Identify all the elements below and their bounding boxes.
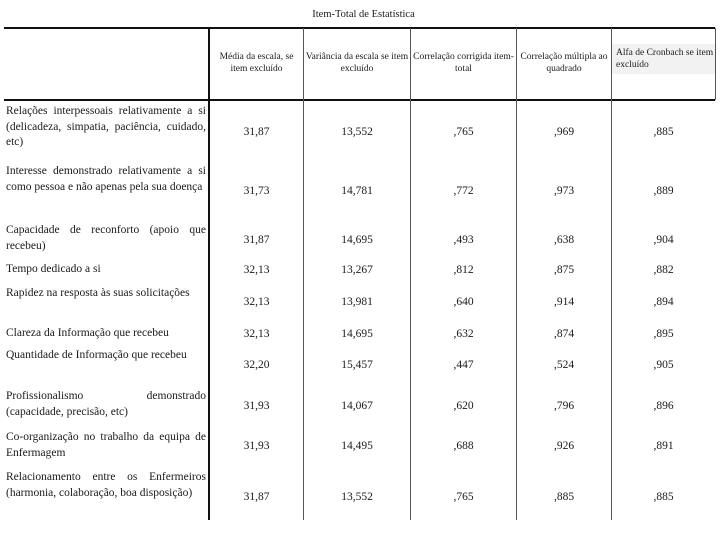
- cell-correlacao-multipla: ,885: [553, 491, 575, 503]
- row-label: Profissionalismo demonstrado (capacidade, precisão, etc): [6, 390, 206, 418]
- cell-variancia: 15,457: [341, 359, 373, 371]
- cell-media: 31,87: [243, 126, 270, 138]
- row-label: Relacionamento entre os Enfermeiros (harmonia, colaboração, boa disposição): [6, 471, 206, 499]
- cell-variancia: 14,495: [341, 440, 373, 452]
- cell-media: 31,93: [243, 440, 270, 452]
- cell-alfa: ,905: [653, 359, 674, 371]
- cell-media: 31,87: [243, 491, 270, 503]
- cell-correlacao-corrigida: ,620: [453, 400, 474, 412]
- cell-alfa: ,896: [653, 400, 674, 412]
- cell-media: 31,87: [243, 234, 270, 246]
- cell-correlacao-multipla: ,973: [553, 185, 575, 197]
- cell-variancia: 14,695: [341, 328, 373, 340]
- row-label: Rapidez na resposta às suas solicitações: [6, 287, 190, 299]
- cell-alfa: ,904: [653, 234, 674, 246]
- cell-correlacao-corrigida: ,447: [453, 359, 474, 371]
- cell-correlacao-corrigida: ,765: [453, 126, 474, 138]
- cell-alfa: ,894: [653, 296, 674, 308]
- cell-correlacao-corrigida: ,812: [453, 264, 474, 276]
- cell-variancia: 14,067: [341, 400, 373, 412]
- row-label: Relações interpessoais relativamente a si (delicadeza, simpatia, paciência, cuidado, etc): [6, 105, 206, 148]
- cell-media: 32,13: [243, 264, 270, 276]
- cell-alfa: ,891: [653, 440, 674, 452]
- cell-variancia: 14,781: [341, 185, 373, 197]
- cell-variancia: 13,267: [341, 264, 373, 276]
- cell-media: 31,93: [243, 400, 270, 412]
- row-label: Quantidade de Informação que recebeu: [6, 349, 187, 361]
- cell-correlacao-multipla: ,796: [553, 400, 575, 412]
- cell-alfa: ,885: [653, 126, 674, 138]
- cell-variancia: 13,552: [341, 491, 373, 503]
- cell-variancia: 13,552: [341, 126, 373, 138]
- cell-correlacao-corrigida: ,688: [453, 440, 474, 452]
- row-label: Clareza da Informação que recebeu: [6, 327, 169, 339]
- cell-correlacao-multipla: ,969: [553, 126, 575, 138]
- table-top-border: [4, 27, 715, 29]
- cell-correlacao-corrigida: ,640: [453, 296, 474, 308]
- row-label: Co-organização no trabalho da equipa de Enfermagem: [6, 431, 206, 459]
- header-bottom-border: [4, 99, 715, 101]
- cell-correlacao-multipla: ,926: [553, 440, 575, 452]
- column-divider: [715, 28, 716, 100]
- cell-alfa: ,885: [653, 491, 674, 503]
- cell-correlacao-corrigida: ,632: [453, 328, 474, 340]
- cell-media: 32,13: [243, 296, 270, 308]
- cell-correlacao-multipla: ,875: [553, 264, 575, 276]
- cell-correlacao-corrigida: ,765: [453, 491, 474, 503]
- cell-correlacao-corrigida: ,493: [453, 234, 474, 246]
- cell-correlacao-multipla: ,874: [553, 328, 575, 340]
- cell-media: 32,13: [243, 328, 270, 340]
- header-alfa-cronbach: Alfa de Cronbach se item excluído: [612, 44, 715, 74]
- cell-correlacao-multipla: ,638: [553, 234, 575, 246]
- cell-media: 31,73: [243, 185, 270, 197]
- cell-alfa: ,889: [653, 185, 674, 197]
- cell-correlacao-multipla: ,914: [553, 296, 575, 308]
- cell-variancia: 14,695: [341, 234, 373, 246]
- cell-variancia: 13,981: [341, 296, 373, 308]
- row-label: Capacidade de reconforto (apoio que recebeu): [6, 224, 206, 252]
- cell-alfa: ,895: [653, 328, 674, 340]
- header-media-escala: Média da escala, se item excluído: [219, 52, 294, 74]
- cell-correlacao-multipla: ,524: [553, 359, 575, 371]
- cell-correlacao-corrigida: ,772: [453, 185, 474, 197]
- header-correlacao-multipla: Correlação múltipla ao quadrado: [520, 52, 608, 74]
- row-label: Tempo dedicado a si: [6, 263, 101, 275]
- cell-media: 32,20: [243, 359, 270, 371]
- table-title: Item-Total de Estatística: [312, 9, 415, 20]
- row-label: Interesse demonstrado relativamente a si como pessoa e não apenas pela sua doença: [6, 165, 206, 193]
- cell-alfa: ,882: [653, 264, 674, 276]
- header-variancia-escala: Variância da escala se item excluído: [305, 52, 409, 74]
- header-correlacao-corrigida: Correlação corrigida item-total: [413, 52, 514, 74]
